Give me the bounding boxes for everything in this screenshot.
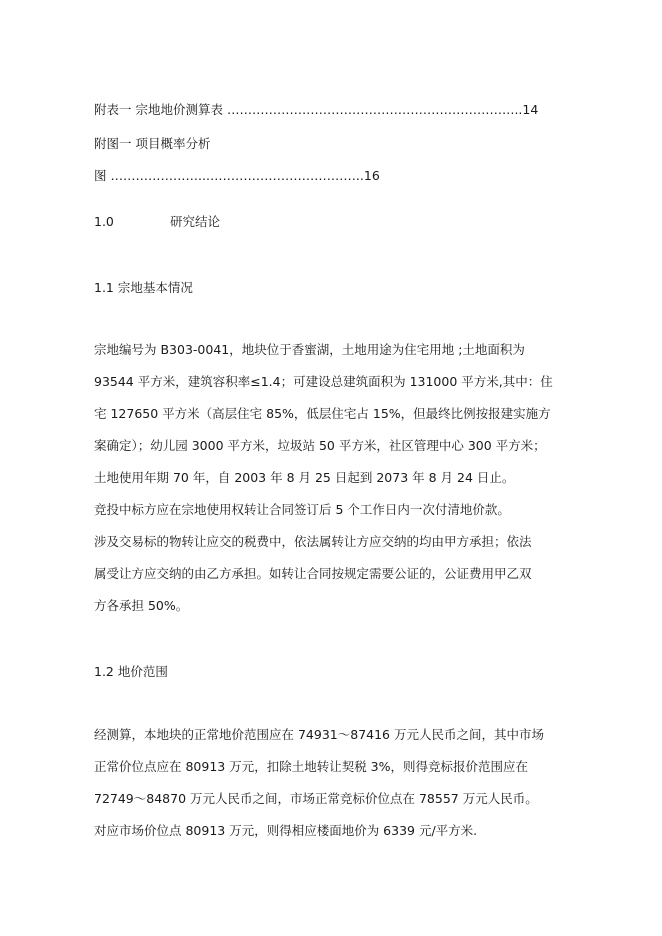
section-heading-1-1: 1.1 宗地基本情况 — [94, 280, 193, 295]
paragraph-line: 正常价位点应在 80913 万元，扣除土地转让契税 3%，则得竞标报价范围应在 — [94, 759, 529, 774]
toc-entry-appendix-figure: 附图一 项目概率分析 — [94, 136, 211, 151]
section-heading-1-0 — [94, 214, 220, 230]
paragraph-line: 宅 127650 平方米（高层住宅 85%，低层住宅占 15%，但最终比例按报建实施方 — [94, 406, 551, 421]
paragraph-line: 宗地编号为 B303-0041，地块位于香蜜湖，土地用途为住宅用地 ;土地面积为 — [94, 342, 525, 357]
paragraph-line: 方各承担 50%。 — [94, 598, 189, 613]
section-title: 研究结论 — [170, 214, 221, 229]
section-number: 1.0 — [94, 214, 114, 229]
toc-entry-appendix-table: 附表一 宗地地价测算表 ……………………………………………………………..14 — [94, 102, 539, 117]
paragraph-line: 经测算，本地块的正常地价范围应在 74931～87416 万元人民币之间，其中市场 — [94, 727, 544, 742]
section-heading-1-2: 1.2 地价范围 — [94, 664, 168, 679]
paragraph-line: 属受让方应交纳的由乙方承担。如转让合同按规定需要公证的，公证费用甲乙双 — [94, 566, 532, 581]
paragraph-line: 土地使用年期 70 年，自 2003 年 8 月 25 日起到 2073 年 8 月 24 日止。 — [94, 470, 515, 485]
toc-entry-appendix-figure-continued: 图 …………………..………………………………..16 — [94, 168, 380, 183]
paragraph-line: 涉及交易标的物转让应交的税费中，依法属转让方应交纳的均由甲方承担；依法 — [94, 534, 532, 549]
paragraph-line: 72749～84870 万元人民币之间，市场正常竞标价位点在 78557 万元人民币。 — [94, 791, 538, 806]
paragraph-line: 竞投中标方应在宗地使用权转让合同签订后 5 个工作日内一次付清地价款。 — [94, 502, 510, 517]
paragraph-line: 93544 平方米，建筑容积率≤1.4；可建设总建筑面积为 131000 平方米,其中：住 — [94, 374, 553, 389]
paragraph-line: 对应市场价位点 80913 万元，则得相应楼面地价为 6339 元/平方米. — [94, 823, 478, 838]
paragraph-line: 案确定）；幼儿园 3000 平方米，垃圾站 50 平方米，社区管理中心 300 平方米； — [94, 438, 546, 453]
